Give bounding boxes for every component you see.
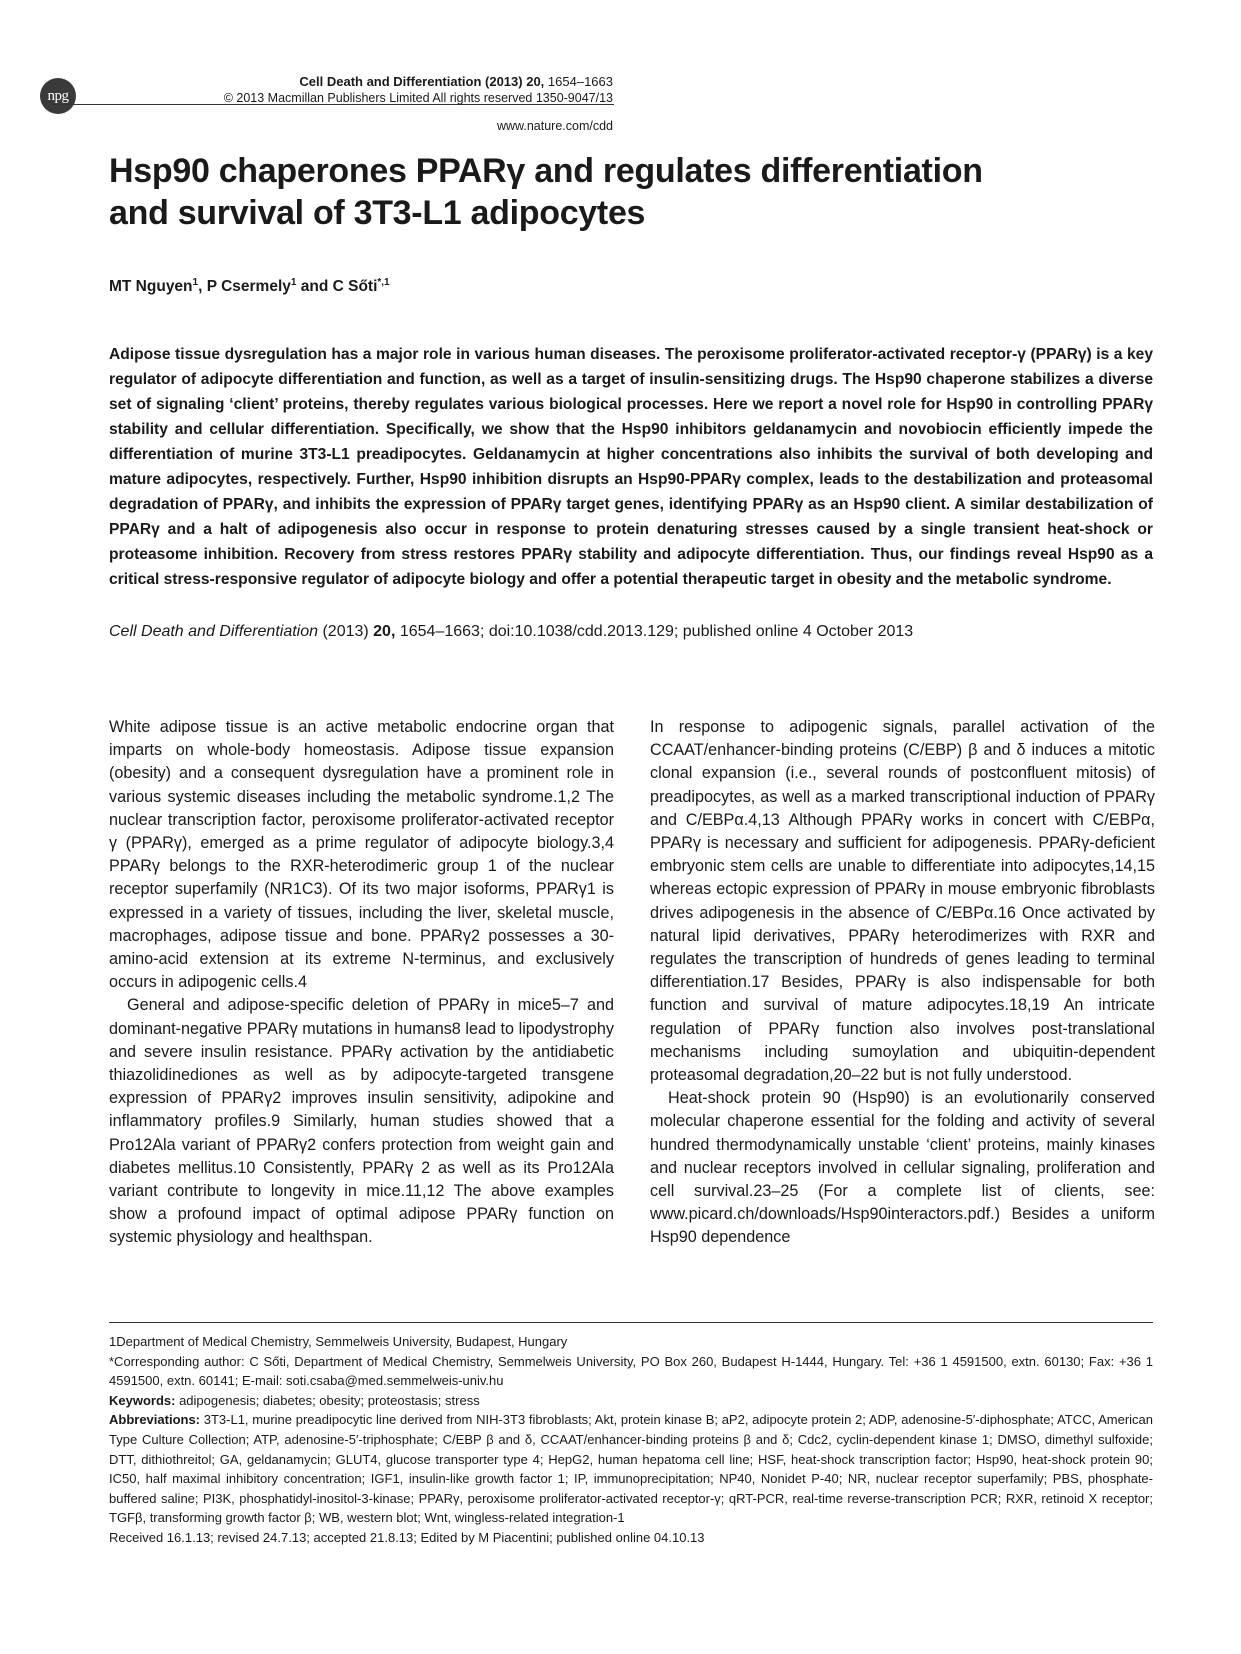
author-2-affiliation: 1 <box>290 277 297 288</box>
author-2: , P Csermely <box>198 278 291 296</box>
citation-line <box>109 620 1153 644</box>
title-line-1: Hsp90 chaperones PPARγ and regulates differentiation <box>109 152 983 190</box>
abbreviations-text: 3T3-L1, murine preadipocytic line derived from NIH-3T3 fibroblasts; Akt, protein kinase B; aP2, adipocyte protein 2; ADP, adenosine-5′-diphosphate; ATCC, American Type Culture Collection; ATP, adenosine-5′-triphosphate; C/EBP β and δ, CCAAT/enhancer-binding proteins β and δ; Cdc2, cyclin-dependent kinase 1; DMSO, dimethyl sulfoxide; DTT, dithiothreitol; GA, geldanamycin; GLUT4, glucose transporter type 4; HepG2, human hepatoma cell line; HSF, heat-shock transcription factor; Hsp90, heat-shock protein 90; IC50, half maximal inhibitory concentration; IGF1, insulin-like growth factor 1; IP, immunoprecipitation; NP40, Nonidet P-40; NR, nuclear receptor superfamily; PBS, phosphate-buffered saline; PI3K, phosphatidyl-inositol-3-kinase; PPARγ, peroxisome proliferator-activated receptor-γ; qRT-PCR, real-time reverse-transcription PCR; RXR, retinoid X receptor; TGFβ, transforming growth factor β; WB, western blot; Wnt, wingless-related integration-1 <box>109 1412 1153 1526</box>
title-line-2: and survival of 3T3-L1 adipocytes <box>109 194 646 232</box>
abstract: Adipose tissue dysregulation has a major role in various human diseases. The peroxisome proliferator-activated receptor-γ (PPARγ) is a key regulator of adipocyte differentiation and function, as well as a target of insulin-sensitizing drugs. The Hsp90 chaperone stabilizes a diverse set of signaling ‘client’ proteins, thereby regulates various biological processes. Here we report a novel role for Hsp90 in controlling PPARγ stability and cellular differentiation. Specifically, we show that the Hsp90 inhibitors geldanamycin and novobiocin efficiently impede the differentiation of murine 3T3-L1 preadipocytes. Geldanamycin at higher concentrations also inhibits the survival of both developing and mature adipocytes, respectively. Further, Hsp90 inhibition disrupts an Hsp90-PPARγ complex, leads to the destabilization and proteasomal degradation of PPARγ, and inhibits the expression of PPARγ target genes, identifying PPARγ as an Hsp90 client. A similar destabilization of PPARγ and a halt of adipogenesis also occur in response to protein denaturing stresses caused by a single transient heat-shock or proteasome inhibition. Recovery from stress restores PPARγ stability and adipocyte differentiation. Thus, our findings reveal Hsp90 as a critical stress-responsive regulator of adipocyte biology and offer a potential therapeutic target in obesity and the metabolic syndrome. <box>109 346 1153 588</box>
keywords-note <box>109 1391 1153 1411</box>
author-3: and C Sőti <box>296 278 378 296</box>
author-3-affiliation: *,1 <box>377 277 390 288</box>
paragraph-intro-4: Heat-shock protein 90 (Hsp90) is an evolutionarily conserved molecular chaperone essential for the folding and activity of several hundred thermodynamically unstable ‘client’ proteins, mainly kinases and nuclear receptors involved in cellular signaling, proliferation and cell survival.23–25 (For a complete list of clients, see: www.picard.ch/downloads/Hsp90interactors.pdf.) Besides a uniform Hsp90 dependence <box>650 1089 1155 1247</box>
author-1-affiliation: 1 <box>192 277 199 288</box>
citation-volume: 20, <box>373 623 396 640</box>
publisher-logo: npg <box>40 78 76 114</box>
citation-year: (2013) <box>318 623 374 640</box>
article-title <box>109 150 1119 234</box>
citation-journal: Cell Death and Differentiation <box>109 623 319 640</box>
affiliation-note: 1Department of Medical Chemistry, Semmelweis University, Budapest, Hungary <box>109 1334 568 1349</box>
paragraph-intro-1: White adipose tissue is an active metabolic endocrine organ that imparts on whole-body homeostasis. Adipose tissue expansion (obesity) and a consequent dysregulation have a prominent role in various systemic diseases including the metabolic syndrome.1,2 The nuclear transcription factor, peroxisome proliferator-activated receptor γ (PPARγ), emerged as a prime regulator of adipocyte biology.3,4 PPARγ belongs to the RXR-heterodimeric group 1 of the nuclear receptor superfamily (NR1C3). Of its two major isoforms, PPARγ1 is expressed in a variety of tissues, including the liver, skeletal muscle, macrophages, adipose tissue and bone. PPARγ2 possesses a 30-amino-acid extension at its extreme N-terminus, and exclusively occurs in adipogenic cells.4 <box>109 718 614 992</box>
citation-details: 1654–1663; doi:10.1038/cdd.2013.129; published online 4 October 2013 <box>395 623 914 640</box>
paragraph-intro-3: In response to adipogenic signals, parallel activation of the CCAAT/enhancer-binding proteins (C/EBP) β and δ induces a mitotic clonal expansion (i.e., several rounds of postconfluent mitosis) of preadipocytes, as well as a marked transcriptional induction of PPARγ and C/EBPα.4,13 Although PPARγ works in concert with C/EBPα, PPARγ is necessary and sufficient for adipogenesis. PPARγ-deficient embryonic stem cells are unable to differentiate into adipocytes,14,15 whereas ectopic expression of PPARγ in mouse embryonic fibroblasts drives adipogenesis in the absence of C/EBPα.16 Once activated by natural lipid derivatives, PPARγ heterodimerizes with RXR and regulates the transcription of hundreds of genes leading to terminal differentiation.17 Besides, PPARγ is also indispensable for both function and survival of mature adipocytes.18,19 An intricate regulation of PPARγ function also involves post-translational mechanisms including sumoylation and ubiquitin-dependent proteasomal degradation,20–22 but is not fully understood. <box>650 718 1155 1085</box>
footnote-rule <box>109 1322 1153 1323</box>
corresponding-author-note: *Corresponding author: C Sőti, Department of Medical Chemistry, Semmelweis University, PO Box 260, Budapest H-1444, Hungary. Tel: +36 1 4591500, extn. 60130; Fax: +36 1 4591500, extn. 60141; E-mail: soti.csaba@med.semmelweis-univ.hu <box>109 1353 1153 1389</box>
journal-header <box>299 74 613 89</box>
copyright-line: © 2013 Macmillan Publishers Limited All rights reserved 1350-9047/13 <box>223 91 613 105</box>
author-1: MT Nguyen <box>109 278 193 296</box>
body-column-left <box>109 716 614 1250</box>
footnotes <box>109 1332 1153 1548</box>
abbreviations-note <box>109 1410 1153 1528</box>
paragraph-intro-2: General and adipose-specific deletion of PPARγ in mice5–7 and dominant-negative PPARγ mutations in humans8 lead to lipodystrophy and severe insulin resistance. PPARγ activation by the antidiabetic thiazolidinediones as well as by adipocyte-targeted transgene expression of PPARγ2 improves insulin sensitivity, adipokine and inflammatory profiles.9 Similarly, human studies showed that a Pro12Ala variant of PPARγ2 confers protection from weight gain and diabetes mellitus.10 Consistently, PPARγ 2 as well as its Pro12Ala variant contribute to longevity in mice.11,12 The above examples show a profound impact of optimal adipose PPARγ function on systemic physiology and healthspan. <box>109 996 614 1247</box>
journal-url[interactable]: www.nature.com/cdd <box>496 119 613 133</box>
abbreviations-label: Abbreviations: <box>109 1412 201 1428</box>
keywords-text: adipogenesis; diabetes; obesity; proteostasis; stress <box>175 1392 480 1408</box>
journal-name: Cell Death and Differentiation (2013) 20, <box>299 74 545 89</box>
keywords-label: Keywords: <box>109 1392 176 1408</box>
journal-pages: 1654–1663 <box>547 74 613 89</box>
received-note: Received 16.1.13; revised 24.7.13; accepted 21.8.13; Edited by M Piacentini; published online 04.10.13 <box>109 1529 705 1545</box>
body-column-right <box>650 716 1155 1250</box>
author-list <box>109 277 390 296</box>
